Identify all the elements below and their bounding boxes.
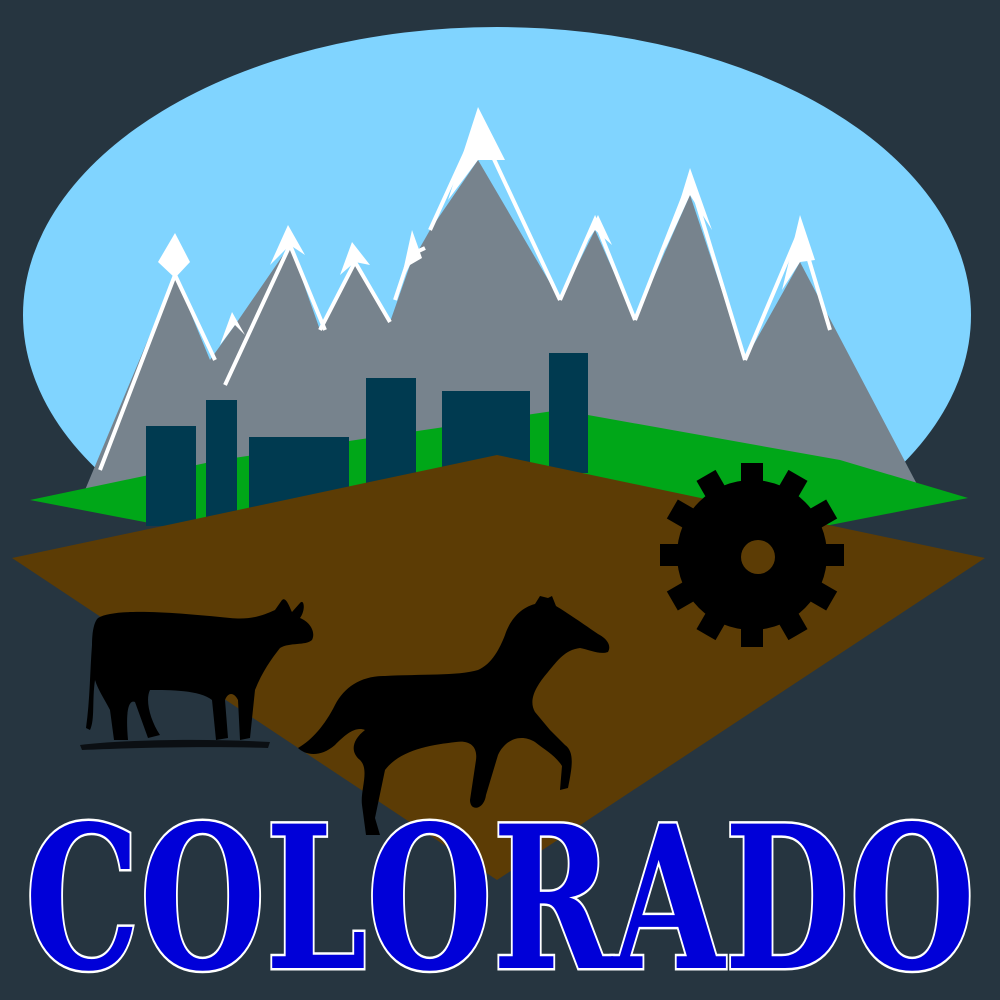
building	[366, 378, 416, 488]
building	[206, 400, 237, 520]
building	[549, 353, 588, 473]
state-name: COLORADO	[25, 782, 975, 1000]
building	[146, 426, 196, 526]
